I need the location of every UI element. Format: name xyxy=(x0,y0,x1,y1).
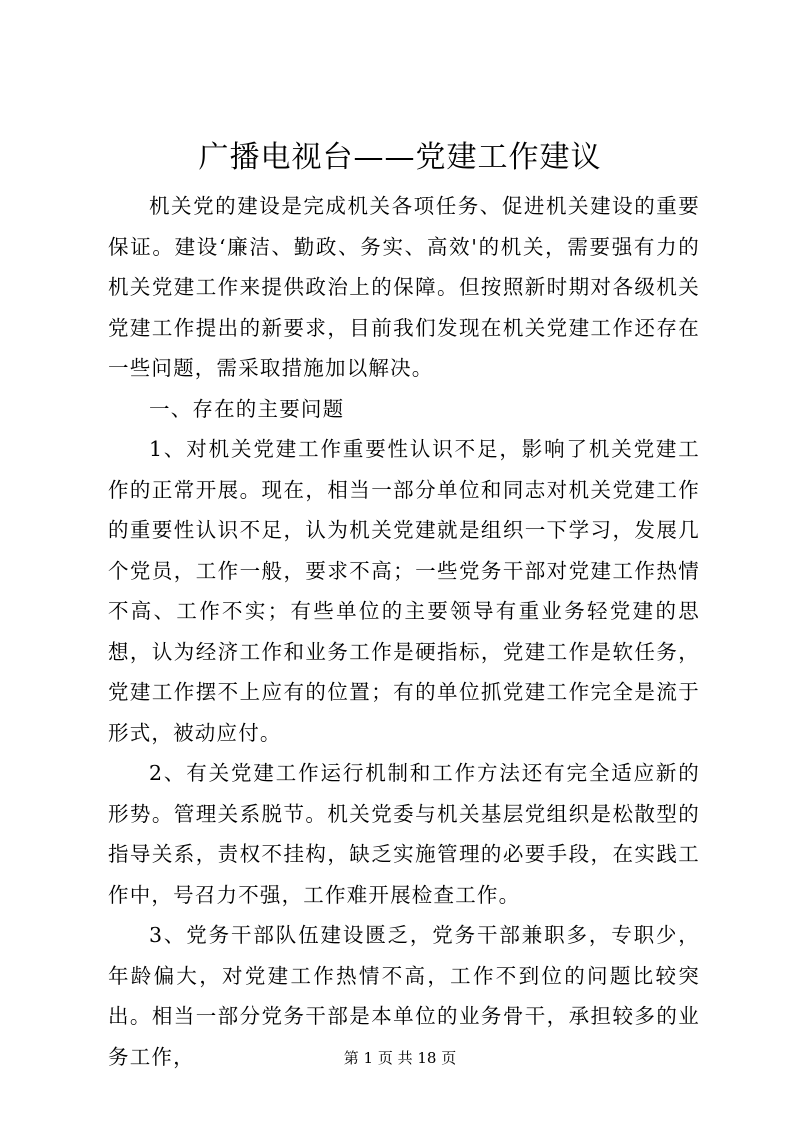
paragraph-issue-2: 2、有关党建工作运行机制和工作方法还有完全适应新的形势。管理关系脱节。机关党委与机关基层党组织是松散型的指导关系，责权不挂构，缺乏实施管理的必要手段，在实践工作中，号召力不强，工作难开展检查工作。 xyxy=(108,761,700,907)
paragraph-intro: 机关党的建设是完成机关各项任务、促进机关建设的重要保证。建设‘廉洁、勤政、务实、高效'的机关，需要强有力的机关党建工作来提供政治上的保障。但按照新时期对各级机关党建工作提出的新要求，目前我们发现在机关党建工作还存在一些问题，需采取措施加以解决。 xyxy=(108,194,700,380)
section-heading: 一、存在的主要问题 xyxy=(149,396,345,421)
paragraph-issue-3: 3、党务干部队伍建设匮乏，党务干部兼职多，专职少，年龄偏大，对党建工作热情不高，工作不到位的问题比较突出。相当一部分党务干部是本单位的业务骨干，承担较多的业务工作， xyxy=(108,923,700,1069)
page-footer: 第 1 页 共 18 页 xyxy=(343,1049,457,1067)
paragraph-issue-1: 1、对机关党建工作重要性认识不足，影响了机关党建工作的正常开展。现在，相当一部分单位和同志对机关党建工作的重要性认识不足，认为机关党建就是组织一下学习，发展几个党员，工作一般，要求不高；一些党务干部对党建工作热情不高、工作不实；有些单位的主要领导有重业务轻党建的思想，认为经济工作和业务工作是硬指标，党建工作是软任务，党建工作摆不上应有的位置；有的单位抓党建工作完全是流于形式，被动应付。 xyxy=(108,437,700,745)
document-title: 广播电视台——党建工作建议 xyxy=(198,140,602,175)
document-body xyxy=(108,186,700,1077)
